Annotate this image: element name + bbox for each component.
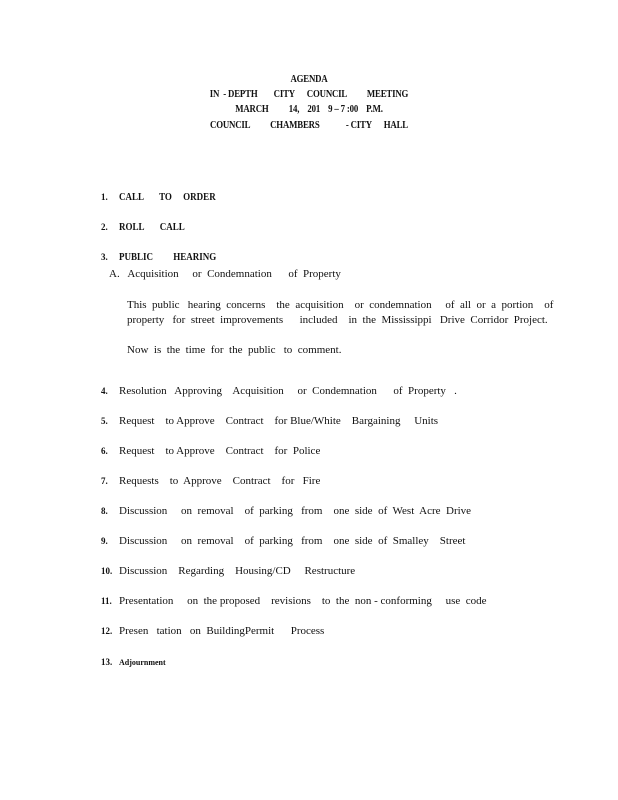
item-text: Presen tation on BuildingPermit Process xyxy=(119,625,325,637)
hearing-description-line: property for street improvements included in the Mississippi Drive Corridor Project. xyxy=(127,314,548,326)
meeting-date-time: MARCH 14, 201 9 – 7 :00 P.M. xyxy=(235,104,383,115)
agenda-item xyxy=(90,644,166,680)
hearing-comment-note: Now is the time for the public to comment. xyxy=(127,344,342,356)
meeting-location: COUNCIL CHAMBERS - CITY HALL xyxy=(210,120,408,131)
item-number: 12. xyxy=(101,626,113,636)
item-number: 7. xyxy=(101,476,108,486)
item-text: PUBLIC HEARING xyxy=(119,252,217,263)
item-text: Presentation on the proposed revisions to the non - conforming use code xyxy=(119,595,487,607)
item-text: Resolution Approving Acquisition or Condemnation of Property . xyxy=(119,385,457,397)
item-number: 9. xyxy=(101,536,108,546)
item-number: 3. xyxy=(101,252,108,262)
item-text: Discussion Regarding Housing/CD Restructure xyxy=(119,565,356,577)
item-text: Discussion on removal of parking from one side of West Acre Drive xyxy=(119,505,472,517)
item-number: 2. xyxy=(101,222,108,232)
item-text: ROLL CALL xyxy=(119,222,185,233)
item-number: 8. xyxy=(101,506,108,516)
item-number: 10. xyxy=(101,566,113,576)
item-text: Request to Approve Contract for Police xyxy=(119,445,321,457)
item-number: 6. xyxy=(101,446,108,456)
item-number: 4. xyxy=(101,386,108,396)
item-text: Request to Approve Contract for Blue/White Bargaining Units xyxy=(119,415,439,427)
item-number: 1. xyxy=(101,192,108,202)
item-number: 5. xyxy=(101,416,108,426)
item-text: CALL TO ORDER xyxy=(119,192,216,203)
hearing-description-line: This public hearing concerns the acquisition or condemnation of all or a portion of xyxy=(127,299,554,311)
item-text: Requests to Approve Contract for Fire xyxy=(119,475,321,487)
item-text: Adjournment xyxy=(119,658,166,667)
item-number: 13. xyxy=(101,657,113,667)
hearing-subitem: A. Acquisition or Condemnation of Property xyxy=(109,268,341,280)
agenda-title: AGENDA xyxy=(290,74,328,85)
item-number: 11. xyxy=(101,596,112,606)
item-text: Discussion on removal of parking from one side of Smalley Street xyxy=(119,535,466,547)
meeting-name: IN - DEPTH CITY COUNCIL MEETING xyxy=(209,89,409,100)
